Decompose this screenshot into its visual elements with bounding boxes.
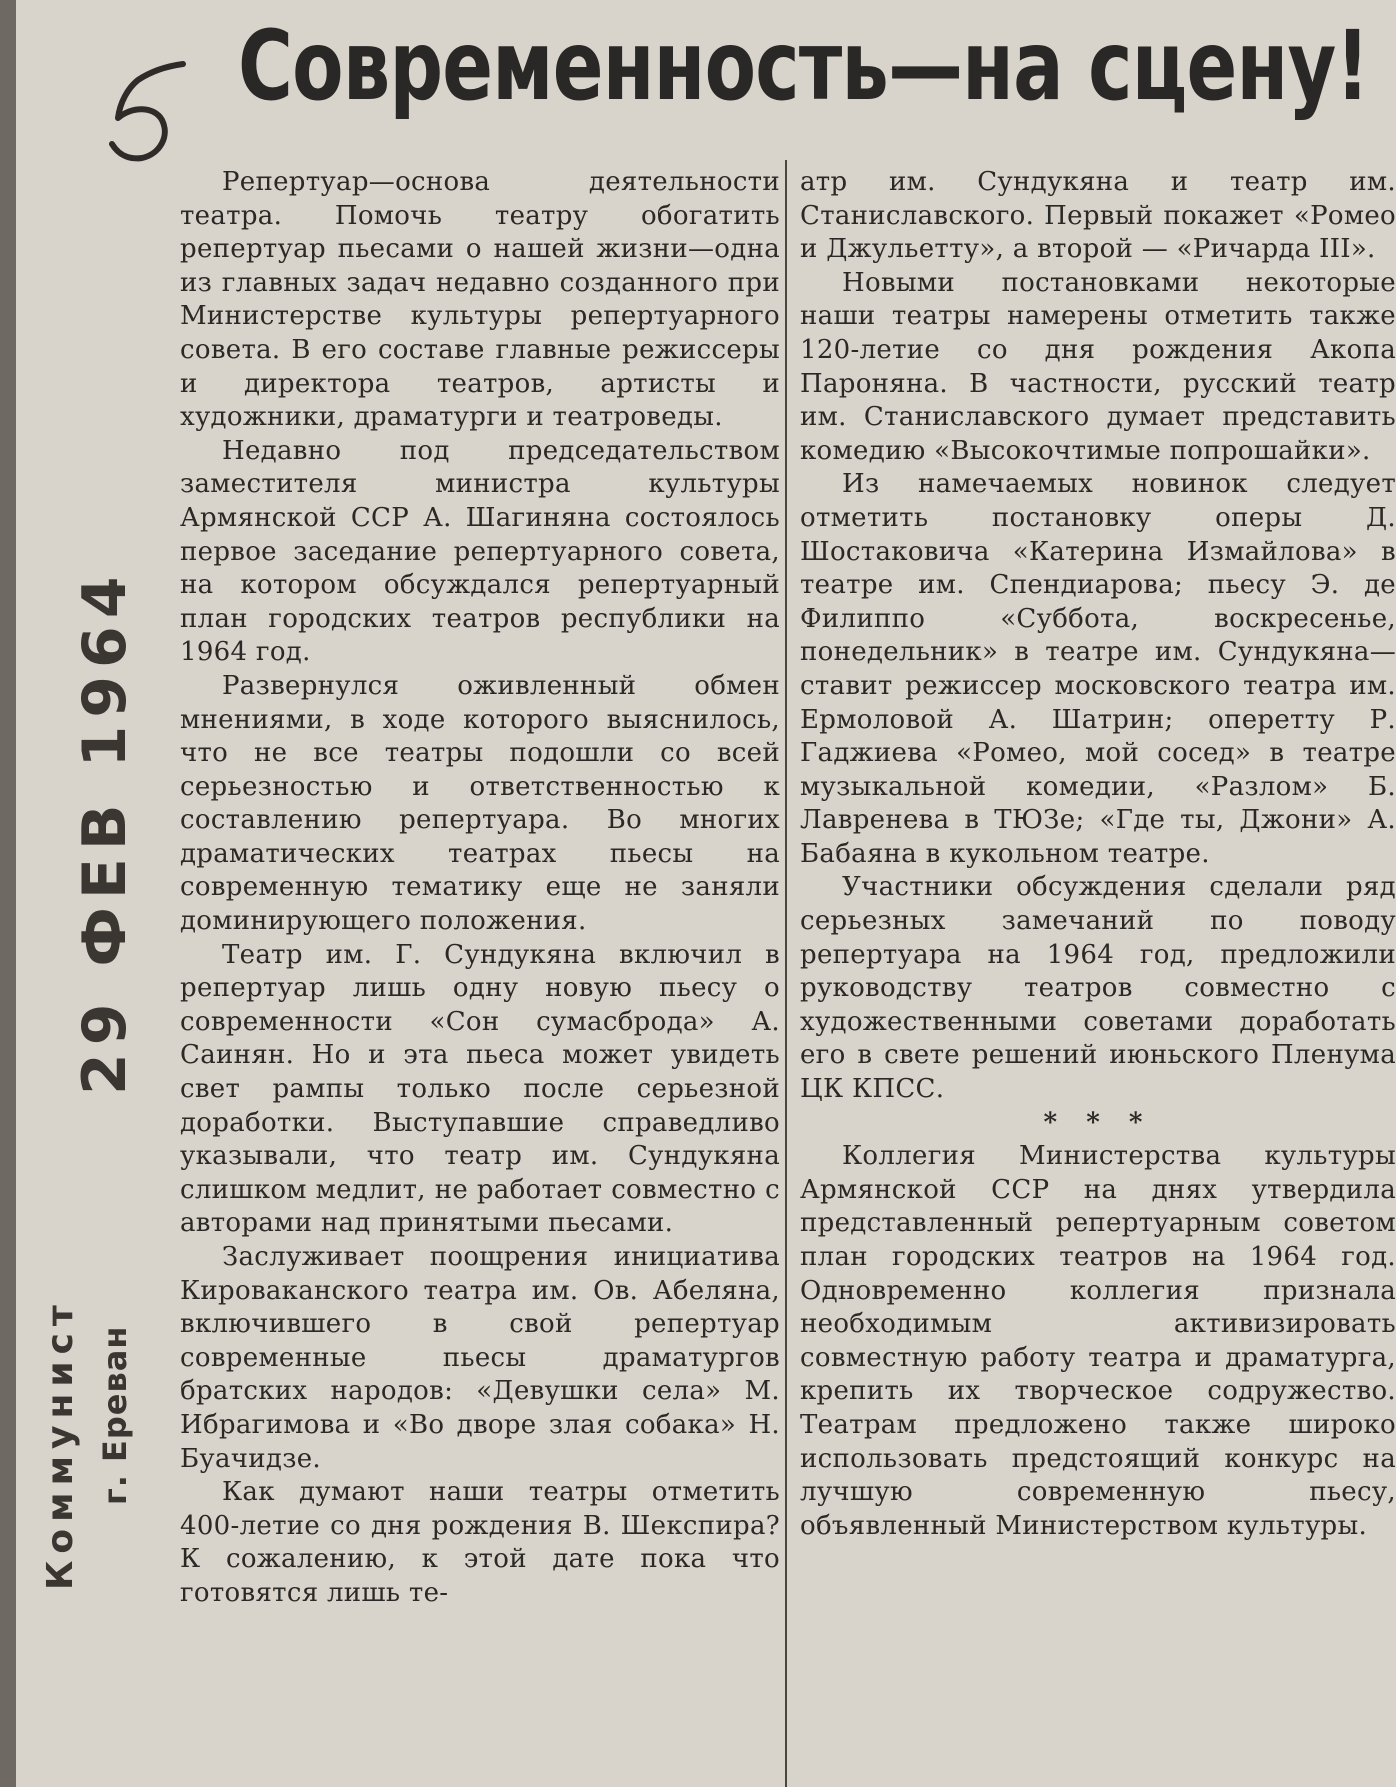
paragraph: Заслуживает поощрения инициатива Кироваканского театра им. Ов. Абеляна, включившего в свой репертуар современные пьесы драматургов братских народов: «Девушки села» М. Ибрагимова и «Во дворе злая собака» Н. Буачидзе. [180, 1242, 780, 1474]
paragraph: Репертуар—основа деятельности театра. Помочь театру обогатить репертуар пьесами о нашей жизни—одна из главных задач недавно созданного при Министерстве культуры репертуарного совета. В его составе главные режиссеры и директора театров, артисты и художники, драматурги и театроведы. [180, 167, 780, 433]
paragraph: Развернулся оживленный обмен мнениями, в ходе которого выяснилось, что не все театры подошли со всей серьезностью и ответственностью к составлению репертуара. Во многих драматических театрах пьесы на современную тематику еще не заняли доминирующего положения. [180, 670, 780, 937]
paragraph: Театр им. Г. Сундукяна включил в репертуар лишь одну новую пьесу о современности «Сон сумасброда» А. Саинян. Но и эта пьеса может увидеть свет рампы только после серьезной доработки. Выступавшие справедливо указывали, что театр им. Сундукяна слишком медлит, не работает совместно с авторами над принятыми пьесами. [180, 939, 780, 1239]
paragraph: Коллегия Министерства культуры Армянской ССР на днях утвердила представленный репертуарным советом план городских театров на 1964 год. Одновременно коллегия признала необходимым активизировать совместную работу театра и драматурга, крепить их творческое содружество. Театрам предложено также широко использовать предстоящий конкурс на лучшую современную пьесу, объявленный Министерством культуры. [800, 1141, 1396, 1541]
stamp-city: г. Ереван [96, 1325, 134, 1505]
section-separator: * * * [1043, 1107, 1153, 1138]
stamp-date: 29 ФЕВ 1964 [70, 568, 140, 1095]
paragraph: Новыми постановками некоторые наши театры намерены отметить также 120-летие со дня рождения Акопа Пароняна. В частности, русский театр им. Станиславского думает представить комедию «Высокочтимые попрошайки». [800, 267, 1396, 466]
paragraph: Недавно под председательством заместителя министра культуры Армянской ССР А. Шагиняна состоялось первое заседание репертуарного совета, на котором обсуждался репертуарный план городских театров республики на 1964 год. [180, 435, 780, 668]
article-column-right [800, 166, 1396, 1543]
scan-edge [0, 0, 16, 1787]
paragraph: Как думают наши театры отметить 400-летие со дня рождения В. Шекспира? К сожалению, к этой дате пока что готовятся лишь те- [180, 1477, 780, 1608]
column-divider [785, 160, 787, 1787]
paragraph: Участники обсуждения сделали ряд серьезных замечаний по поводу репертуара на 1964 год, предложили руководству театров совместно с художественными советами доработать его в свете решений июньского Пленума ЦК КПСС. [800, 872, 1396, 1105]
article-column-left [180, 166, 780, 1611]
paragraph: Из намечаемых новинок следует отметить постановку оперы Д. Шостаковича «Катерина Измайлова» в театре им. Спендиарова; пьесу Э. де Филиппо «Суббота, воскресенье, понедельник» в театре им. Сундукяна—ставит режиссер московского театра им. Ермоловой А. Шатрин; оперетту Р. Гаджиева «Ромео, мой сосед» в театре музыкальной комедии, «Разлом» Б. Лавренева в ТЮЗе; «Где ты, Джони» А. Бабаяна в кукольном театре. [800, 469, 1396, 869]
paragraph-continuation: атр им. Сундукяна и театр им. Станиславского. Первый покажет «Ромео и Джульетту», а второй — «Ричарда III». [800, 167, 1396, 265]
article-headline: Современность—на сцену! [238, 10, 1369, 122]
handwritten-five-mark [98, 46, 208, 166]
stamp-newspaper-name: Коммунист [40, 1298, 81, 1590]
